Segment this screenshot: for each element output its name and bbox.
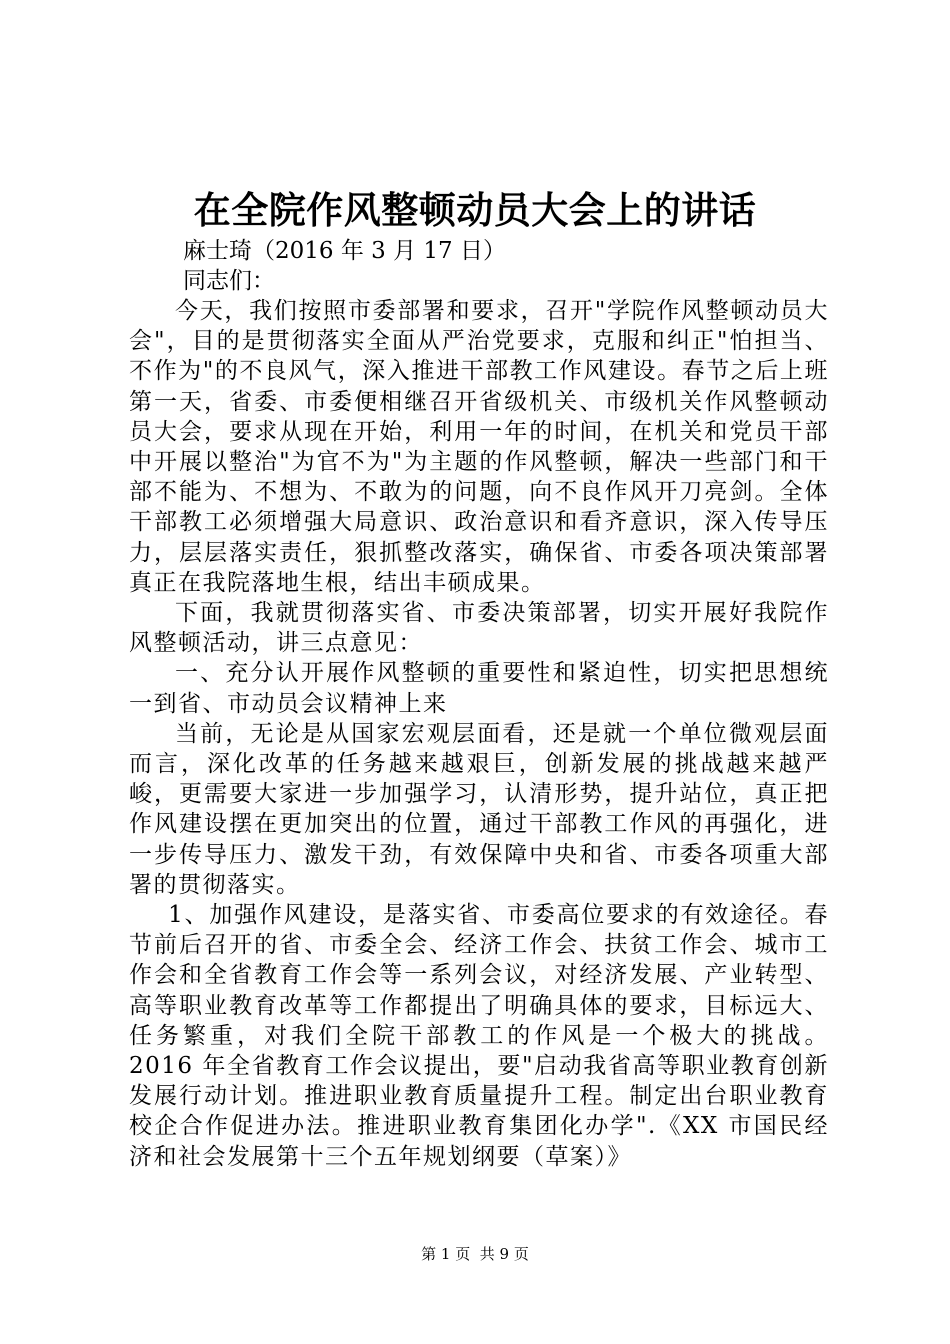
salutation: 同志们： [183, 268, 275, 294]
document-title: 在全院作风整顿动员大会上的讲话 [193, 188, 757, 232]
author-date-line: 麻士琦（2016 年 3 月 17 日） [183, 238, 506, 264]
speech-body [129, 296, 829, 1172]
page-number-footer: 第 1 页 共 9 页 [421, 1245, 529, 1263]
paragraph-current-situation: 当前，无论是从国家宏观层面看，还是就一个单位微观层面而言，深化改革的任务越来越艰巨，创新发展的挑战越来越严峻，更需要大家进一步加强学习，认清形势，提升站位，真正把作风建设摆在更加突出的位置，通过干部教工作风的再强化，进一步传导压力、激发干劲，有效保障中央和省、市委各项重大部署的贯彻落实。 [129, 720, 829, 898]
paragraph-point-one: 1、加强作风建设，是落实省、市委高位要求的有效途径。春节前后召开的省、市委全会、经济工作会、扶贫工作会、城市工作会和全省教育工作会等一系列会议，对经济发展、产业转型、高等职业教育改革等工作都提出了明确具体的要求，目标远大、任务繁重，对我们全院干部教工的作风是一个极大的挑战。2016 年全省教育工作会议提出，要"启动我省高等职业教育创新发展行动计划。推进职业教育质量提升工程。制定出台职业教育校企合作促进办法。推进职业教育集团化办学".《XX 市国民经济和社会发展第十三个五年规划纲要（草案）》 [129, 902, 829, 1170]
paragraph-opening: 今天，我们按照市委部署和要求，召开"学院作风整顿动员大会"，目的是贯彻落实全面从严治党要求，克服和纠正"怕担当、不作为"的不良风气，深入推进干部教工作风建设。春节之后上班第一天，省委、市委便相继召开省级机关、市级机关作风整顿动员大会，要求从现在开始，利用一年的时间，在机关和党员干部中开展以整治"为官不为"为主题的作风整顿，解决一些部门和干部不能为、不想为、不敢为的问题，向不良作风开刀亮剑。全体干部教工必须增强大局意识、政治意识和看齐意识，深入传导压力，层层落实责任，狠抓整改落实，确保省、市委各项决策部署真正在我院落地生根，结出丰硕成果。 [129, 298, 829, 596]
paragraph-intro-points: 下面，我就贯彻落实省、市委决策部署，切实开展好我院作风整顿活动，讲三点意见： [129, 600, 829, 657]
section-heading-one: 一、充分认开展作风整顿的重要性和紧迫性，切实把思想统一到省、市动员会议精神上来 [129, 660, 829, 717]
